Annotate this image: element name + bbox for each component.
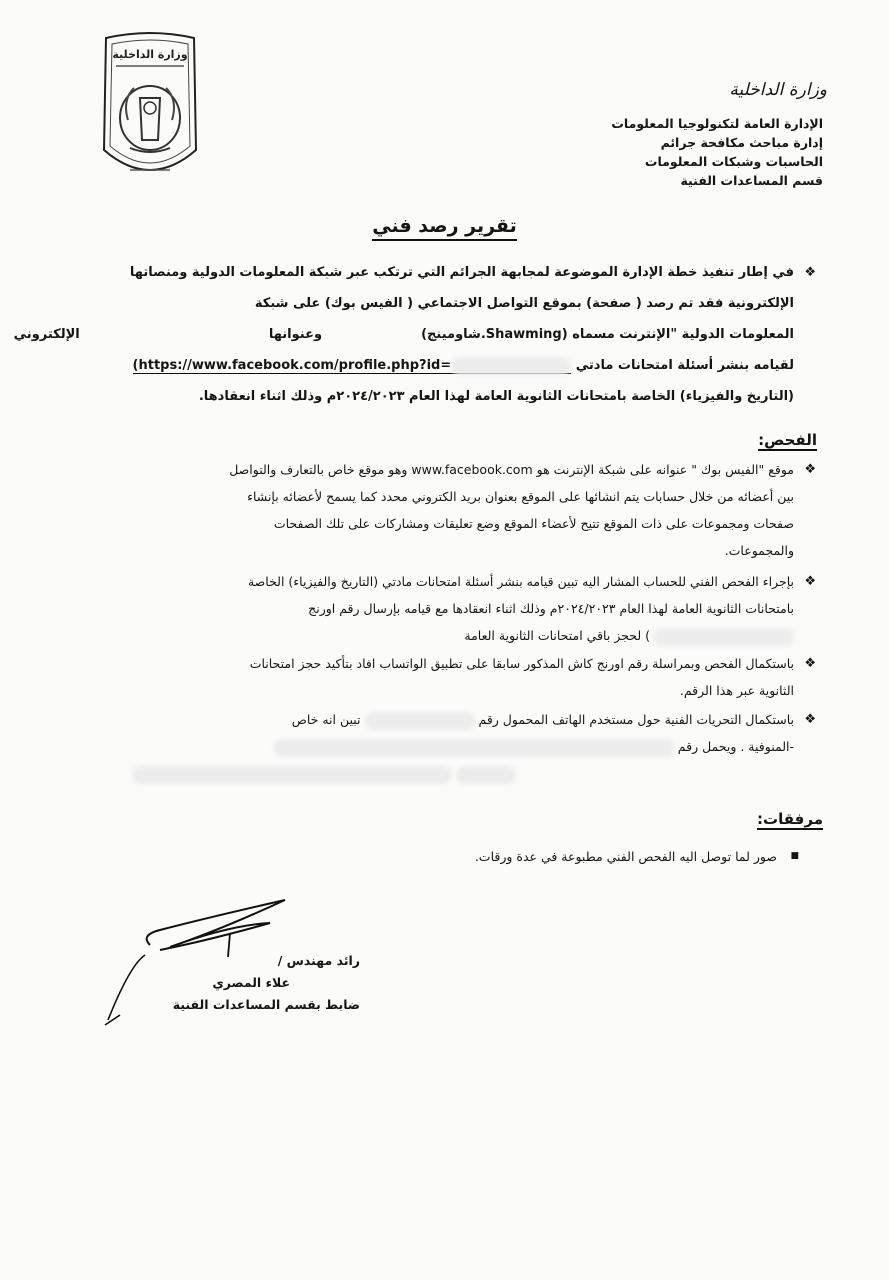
redacted-field (654, 628, 794, 646)
intro-line: المعلومات الدولية "الإنترنت مسماه (Shawming.شاومينج) وعنوانها الإلكتروني (13, 327, 794, 342)
department-line: الإدارة العامة لتكنولوجيا المعلومات (611, 116, 823, 131)
attachments-heading: مرفقات: (757, 810, 823, 828)
item-line: باستكمال الفحص وبمراسلة رقم اورنج كاش المذكور سابقا على تطبيق الواتساب افاد بتأكيد حجز امتحانات (249, 656, 794, 671)
item-line: والمجموعات. (724, 543, 794, 558)
redacted-field (327, 326, 417, 344)
attachment-text: صور لما توصل اليه الفحص الفني مطبوعة في عدة ورقات. (474, 849, 777, 864)
item-line: الثانوية عبر هذا الرقم. (679, 683, 794, 698)
signatory-position: ضابط بقسم المساعدات الفنية (172, 997, 360, 1012)
intro-line: الإلكترونية فقد تم رصد ( صفحة) بموقع التواصل الاجتماعي ( الفيس بوك) على شبكة (254, 296, 794, 311)
item-line: بين أعضائه من خلال حسابات يتم انشائها على الموقع بعنوان بريد الكتروني محدد كما يسمح لأعضائه بإنشاء (247, 489, 794, 504)
item-line: بامتحانات الثانوية العامة لهذا العام ٢٠٢٤/٢٠٢٣م وذلك اثناء انعقادها مع قيامه بإرسال رقم اورنج (308, 601, 794, 616)
item-line: باستكمال التحريات الفنية حول مستخدم الهاتف المحمول رقم تبين انه خاص (122, 706, 794, 733)
item-line: موقع "الفيس بوك " عنوانه على شبكة الإنترنت هو www.facebook.com وهو موقع خاص بالتعارف والتواصل (229, 462, 794, 477)
department-line: إدارة مباحث مكافحة جرائم (660, 135, 823, 150)
diamond-bullet-icon: ❖ (804, 462, 816, 477)
redacted-field (132, 766, 452, 784)
intro-line: في إطار تنفيذ خطة الإدارة الموضوعة لمجابهة الجرائم التي ترتكب عبر شبكة المعلومات الدولية ومنصاتها (129, 265, 794, 280)
department-line: قسم المساعدات الفنية (680, 173, 823, 188)
diamond-bullet-icon: ❖ (804, 712, 816, 727)
attachment-item (105, 843, 799, 870)
examination-item (122, 568, 816, 649)
diamond-bullet-icon: ❖ (804, 265, 816, 280)
redacted-field (451, 357, 571, 375)
department-block (503, 114, 823, 190)
examination-item (122, 650, 816, 704)
diamond-bullet-icon: ❖ (804, 656, 816, 671)
examination-heading: الفحص: (758, 431, 817, 449)
examination-item (122, 706, 816, 787)
item-line: -المنوفية . ويحمل رقم (122, 733, 794, 760)
item-line: ) لحجز باقي امتحانات الثانوية العامة (122, 622, 794, 649)
ministry-name: وزارة الداخلية (729, 80, 827, 100)
redacted-field (274, 739, 674, 757)
department-line: الحاسبات وشبكات المعلومات (644, 154, 823, 169)
item-line: صفحات ومجموعات على ذات الموقع تتيح لأعضاء الموقع وضع تعليقات ومشاركات على تلك الصفحات (273, 516, 794, 531)
square-bullet-icon: ■ (790, 851, 799, 861)
svg-text:وزارة الداخلية: وزارة الداخلية (112, 48, 188, 61)
item-line: بإجراء الفحص الفني للحساب المشار اليه تبين قيامه بنشر أسئلة امتحانات مادتي (التاريخ والفيزياء) الخاصة (247, 574, 794, 589)
intro-paragraph (13, 257, 816, 412)
ministry-emblem-logo (100, 30, 200, 185)
signatory-rank: رائد مهندس / (277, 953, 360, 968)
intro-line: (التاريخ والفيزياء) الخاصة بامتحانات الثانوية العامة لهذا العام ٢٠٢٤/٢٠٢٣م وذلك اثناء انعقادها. (198, 389, 794, 404)
report-title: تقرير رصد فني (0, 215, 889, 237)
redacted-field (456, 766, 516, 784)
signatory-block (110, 950, 360, 1016)
item-line (122, 760, 794, 787)
signatory-name: علاء المصري (212, 975, 290, 990)
facebook-profile-link: (https://www.facebook.com/profile.php?id= (133, 358, 572, 374)
diamond-bullet-icon: ❖ (804, 574, 816, 589)
redacted-field (84, 326, 264, 344)
examination-item (122, 456, 816, 564)
intro-line: لقيامه بنشر أسئلة امتحانات مادتي (https://www.facebook.com/profile.php?id= (132, 358, 794, 373)
redacted-field (365, 712, 475, 730)
